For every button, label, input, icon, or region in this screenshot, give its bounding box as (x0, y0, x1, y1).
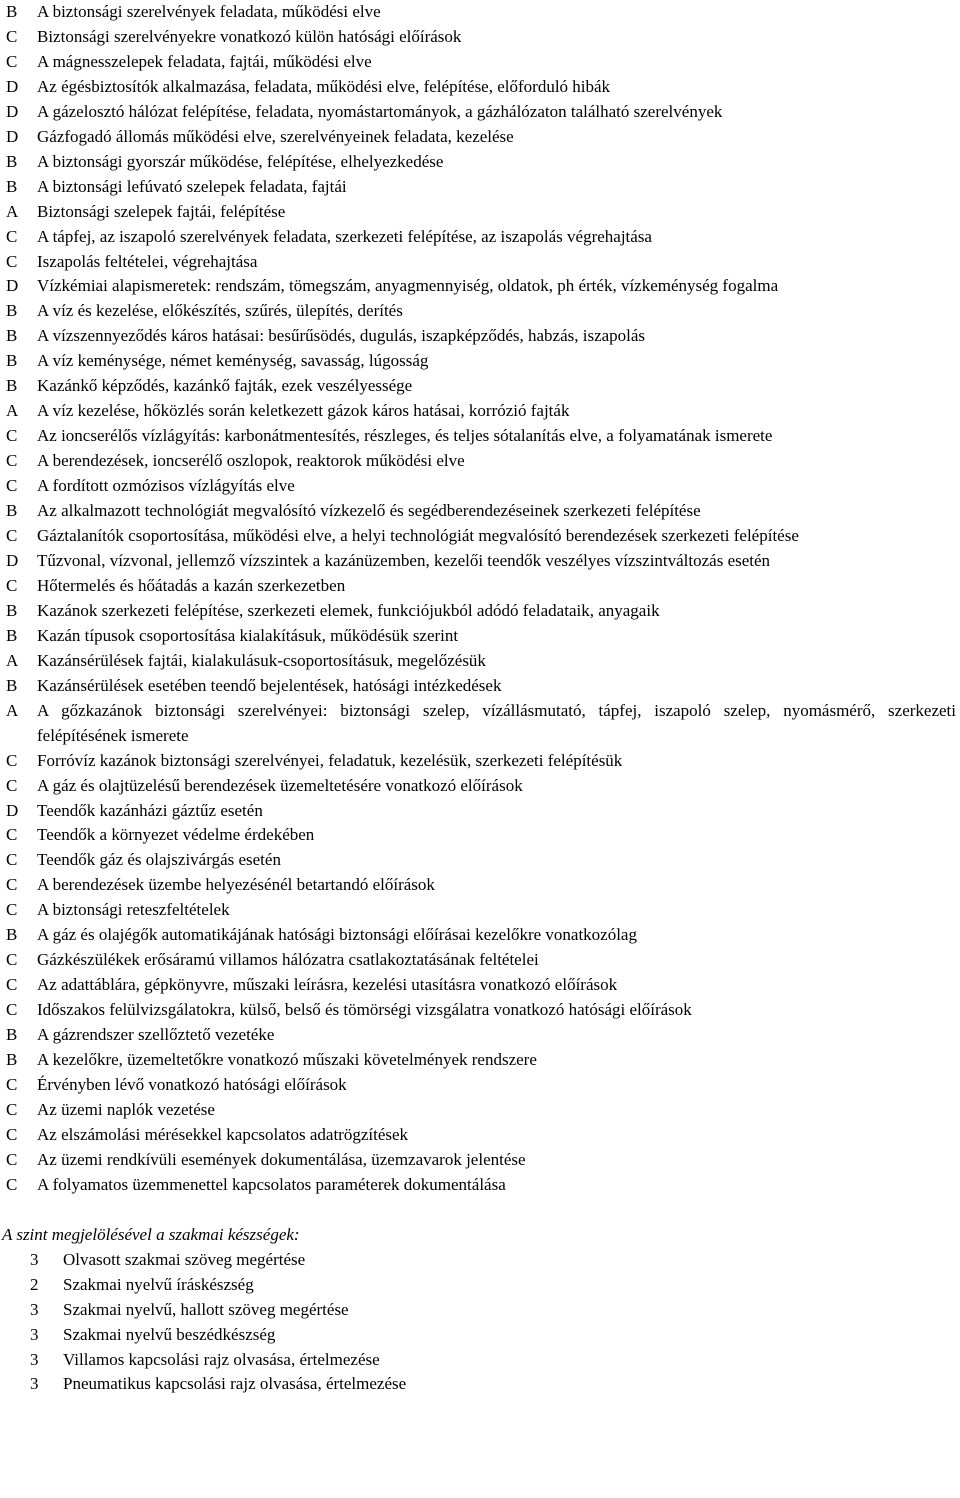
topic-level: B (6, 675, 18, 695)
skill-text: Villamos kapcsolási rajz olvasása, értelmezése (63, 1349, 380, 1369)
topic-level: D (6, 101, 19, 121)
topic-row (0, 574, 960, 599)
topic-text: Az alkalmazott technológiát megvalósító vízkezelő és segédberendezéseinek szerkezeti felépítése (37, 501, 701, 521)
topic-row (0, 324, 960, 349)
topic-level: C (6, 1174, 18, 1194)
topic-row (0, 424, 960, 449)
skill-row (0, 1273, 960, 1298)
topic-level: C (6, 975, 18, 995)
topic-text: Az égésbiztosítók alkalmazása, feladata, működési elve, felépítése, előforduló hibák (37, 76, 611, 96)
topic-row (0, 474, 960, 499)
topic-row (0, 225, 960, 250)
topic-text: Kazánsérülések fajtái, kialakulásuk-csoportosításuk, megelőzésük (37, 650, 486, 670)
skill-level: 3 (30, 1374, 39, 1394)
skill-row (0, 1298, 960, 1323)
topic-row (0, 1173, 960, 1198)
topic-level: B (6, 501, 18, 521)
topic-text: A vízszennyeződés káros hatásai: besűrűsödés, dugulás, iszapképződés, habzás, iszapolás (37, 326, 646, 346)
topic-text: Gázfogadó állomás működési elve, szerelvényeinek feladata, kezelése (37, 126, 514, 146)
topic-text: A tápfej, az iszapoló szerelvények feladata, szerkezeti felépítése, az iszapolás végrehajtása (37, 226, 652, 246)
topic-text: Teendők kazánházi gáztűz esetén (37, 800, 263, 820)
topic-text: Teendők a környezet védelme érdekében (37, 825, 315, 845)
topic-text: Gázkészülékek erősáramú villamos hálózatra csatlakoztatásának feltételei (37, 950, 539, 970)
topic-row (0, 1023, 960, 1048)
topic-row (0, 649, 960, 674)
topic-row (0, 75, 960, 100)
topic-level: C (6, 451, 18, 471)
topic-level: B (6, 176, 18, 196)
topic-row (0, 998, 960, 1023)
topic-level: C (6, 950, 18, 970)
topic-text: A fordított ozmózisos vízlágyítás elve (37, 476, 295, 496)
topic-text: Kazánok szerkezeti felépítése, szerkezeti elemek, funkciójukból adódó feladataik, anyagaik (37, 600, 660, 620)
topic-level: B (6, 301, 18, 321)
topic-text: Kazánkő képződés, kazánkő fajták, ezek veszélyessége (37, 376, 413, 396)
topic-level: B (6, 625, 18, 645)
topic-row (0, 848, 960, 873)
topic-row (0, 50, 960, 75)
topic-level: C (6, 825, 18, 845)
skills-heading: A szint megjelölésével a szakmai készségek: (2, 1224, 300, 1244)
topic-row (0, 374, 960, 399)
topic-text: A berendezések, ioncserélő oszlopok, reaktorok működési elve (37, 451, 465, 471)
topic-level: B (6, 600, 18, 620)
topic-level: C (6, 51, 18, 71)
topic-row (0, 799, 960, 824)
topic-level: D (6, 276, 19, 296)
topic-level: B (6, 1025, 18, 1045)
topic-row (0, 499, 960, 524)
topic-level: A (6, 401, 19, 421)
topic-row (0, 973, 960, 998)
topic-text: A berendezések üzembe helyezésénél betartandó előírások (37, 875, 435, 895)
topic-level: C (6, 1074, 18, 1094)
topic-text: Forróvíz kazánok biztonsági szerelvényei, feladatuk, kezelésük, szerkezeti felépítésük (37, 750, 623, 770)
topic-level: B (6, 2, 18, 21)
skill-level: 3 (30, 1349, 39, 1369)
topic-row (0, 923, 960, 948)
topic-level: C (6, 575, 18, 595)
skill-row (0, 1348, 960, 1373)
topic-level: C (6, 476, 18, 496)
topic-level: C (6, 26, 18, 46)
topic-text: A mágnesszelepek feladata, fajtái, működési elve (37, 51, 372, 71)
topic-level: B (6, 925, 18, 945)
topic-text: A víz keménysége, német keménység, savasság, lúgosság (37, 351, 429, 371)
topic-text: Az elszámolási mérésekkel kapcsolatos adatrögzítések (37, 1124, 409, 1144)
topic-text: Iszapolás feltételei, végrehajtása (37, 251, 258, 271)
topic-text: Teendők gáz és olajszivárgás esetén (37, 850, 281, 870)
topic-level: B (6, 351, 18, 371)
topic-text: A biztonsági szerelvények feladata, működési elve (37, 2, 381, 21)
topic-row (0, 898, 960, 923)
topic-row (0, 1123, 960, 1148)
topic-row (0, 774, 960, 799)
topic-text: A kezelőkre, üzemeltetőkre vonatkozó műszaki követelmények rendszere (37, 1050, 537, 1070)
topic-row (0, 1098, 960, 1123)
topic-text: Az üzemi naplók vezetése (37, 1099, 215, 1119)
topic-row (0, 125, 960, 150)
topic-level: C (6, 426, 18, 446)
topic-row (0, 599, 960, 624)
topic-level: D (6, 126, 19, 146)
topic-row (0, 399, 960, 424)
topic-row (0, 100, 960, 125)
topic-level: A (6, 700, 19, 720)
topic-text: Érvényben lévő vonatkozó hatósági előírások (37, 1074, 347, 1094)
topic-level: A (6, 650, 19, 670)
topic-row (0, 274, 960, 299)
skill-list (0, 1248, 960, 1398)
skill-level: 2 (30, 1274, 39, 1294)
topic-text: A gáz és olajégők automatikájának hatósági biztonsági előírásai kezelőkre vonatkozólag (37, 925, 637, 945)
topic-text: A gáz és olajtüzelésű berendezések üzemeltetésére vonatkozó előírások (37, 775, 523, 795)
topic-level: C (6, 1124, 18, 1144)
skill-text: Pneumatikus kapcsolási rajz olvasása, értelmezése (63, 1374, 407, 1394)
topic-row (0, 25, 960, 50)
skill-row (0, 1323, 960, 1348)
topic-level: C (6, 875, 18, 895)
topic-text: Biztonsági szerelvényekre vonatkozó külön hatósági előírások (37, 26, 462, 46)
topic-level: C (6, 1149, 18, 1169)
topic-row (0, 349, 960, 374)
skill-level: 3 (30, 1324, 39, 1344)
topic-level: A (6, 201, 19, 221)
skill-text: Szakmai nyelvű, hallott szöveg megértése (63, 1299, 349, 1319)
topic-level: C (6, 526, 18, 546)
topic-level: C (6, 1000, 18, 1020)
topic-row (0, 948, 960, 973)
topic-text: Vízkémiai alapismeretek: rendszám, tömegszám, anyagmennyiség, oldatok, ph érték, vízkeménység fogalma (37, 276, 779, 296)
topic-row (0, 1148, 960, 1173)
topic-row (0, 299, 960, 324)
topic-text: A gőzkazánok biztonsági szerelvényei: biztonsági szelep, vízállásmutató, tápfej, iszapoló szelep, nyomásmérő, szerkezeti felépítésének ismerete (37, 700, 956, 745)
topic-text: Az ioncserélős vízlágyítás: karbonátmentesítés, részleges, és teljes sótalanítás elve, a folyamatának ismerete (37, 426, 773, 446)
topic-level: B (6, 151, 18, 171)
topic-text: Tűzvonal, vízvonal, jellemző vízszintek a kazánüzemben, kezelői teendők veszélyes vízszintváltozás esetén (37, 550, 771, 570)
topic-text: A folyamatos üzemmenettel kapcsolatos paraméterek dokumentálása (37, 1174, 506, 1194)
skill-text: Szakmai nyelvű íráskészség (63, 1274, 254, 1294)
topic-row (0, 1073, 960, 1098)
skill-row (0, 1248, 960, 1273)
topic-row (0, 449, 960, 474)
topic-row (0, 0, 960, 25)
topic-text: Biztonsági szelepek fajtái, felépítése (37, 201, 286, 221)
topic-row (0, 749, 960, 774)
topic-text: A biztonsági gyorszár működése, felépítése, elhelyezkedése (37, 151, 444, 171)
topic-text: Kazánsérülések esetében teendő bejelentések, hatósági intézkedések (37, 675, 502, 695)
topic-text: A gázrendszer szellőztető vezetéke (37, 1025, 275, 1045)
topic-level: D (6, 550, 19, 570)
topic-row (0, 674, 960, 699)
topic-row (0, 1048, 960, 1073)
skill-text: Szakmai nyelvű beszédkészség (63, 1324, 276, 1344)
topic-text: Az adattáblára, gépkönyvre, műszaki leírásra, kezelési utasításra vonatkozó előírások (37, 975, 618, 995)
topic-text: Hőtermelés és hőátadás a kazán szerkezetben (37, 575, 346, 595)
topic-text: A víz és kezelése, előkészítés, szűrés, ülepítés, derítés (37, 301, 403, 321)
topic-row (0, 873, 960, 898)
topic-level: C (6, 900, 18, 920)
topic-level: B (6, 326, 18, 346)
topic-row (0, 150, 960, 175)
topic-text: Kazán típusok csoportosítása kialakításuk, működésük szerint (37, 625, 459, 645)
topic-row (0, 549, 960, 574)
skill-level: 3 (30, 1299, 39, 1319)
topic-text: Az üzemi rendkívüli események dokumentálása, üzemzavarok jelentése (37, 1149, 526, 1169)
skill-row (0, 1372, 960, 1397)
topic-level: D (6, 76, 19, 96)
topic-level: C (6, 251, 18, 271)
skill-text: Olvasott szakmai szöveg megértése (63, 1249, 306, 1269)
topic-row (0, 175, 960, 200)
topic-row (0, 624, 960, 649)
topic-text: A víz kezelése, hőközlés során keletkezett gázok káros hatásai, korrózió fajták (37, 401, 570, 421)
topic-text: A gázelosztó hálózat felépítése, feladata, nyomástartományok, a gázhálózaton található szerelvények (37, 101, 723, 121)
topic-row (0, 823, 960, 848)
topic-row (0, 250, 960, 275)
topic-row (0, 200, 960, 225)
topic-level: C (6, 226, 18, 246)
topic-text: A biztonsági reteszfeltételek (37, 900, 230, 920)
topic-level: D (6, 800, 19, 820)
topic-level: C (6, 775, 18, 795)
topic-level: C (6, 750, 18, 770)
topic-text: A biztonsági lefúvató szelepek feladata, fajtái (37, 176, 347, 196)
topic-row (0, 524, 960, 549)
topic-level: B (6, 1050, 18, 1070)
topic-level: C (6, 850, 18, 870)
topic-level: C (6, 1099, 18, 1119)
topic-row (0, 699, 960, 749)
topic-text: Időszakos felülvizsgálatokra, külső, belső és tömörségi vizsgálatra vonatkozó hatósági előírások (37, 1000, 692, 1020)
topic-text: Gáztalanítók csoportosítása, működési elve, a helyi technológiát megvalósító berendezések szerkezeti felépítése (37, 526, 799, 546)
topic-level: B (6, 376, 18, 396)
skill-level: 3 (30, 1249, 39, 1269)
